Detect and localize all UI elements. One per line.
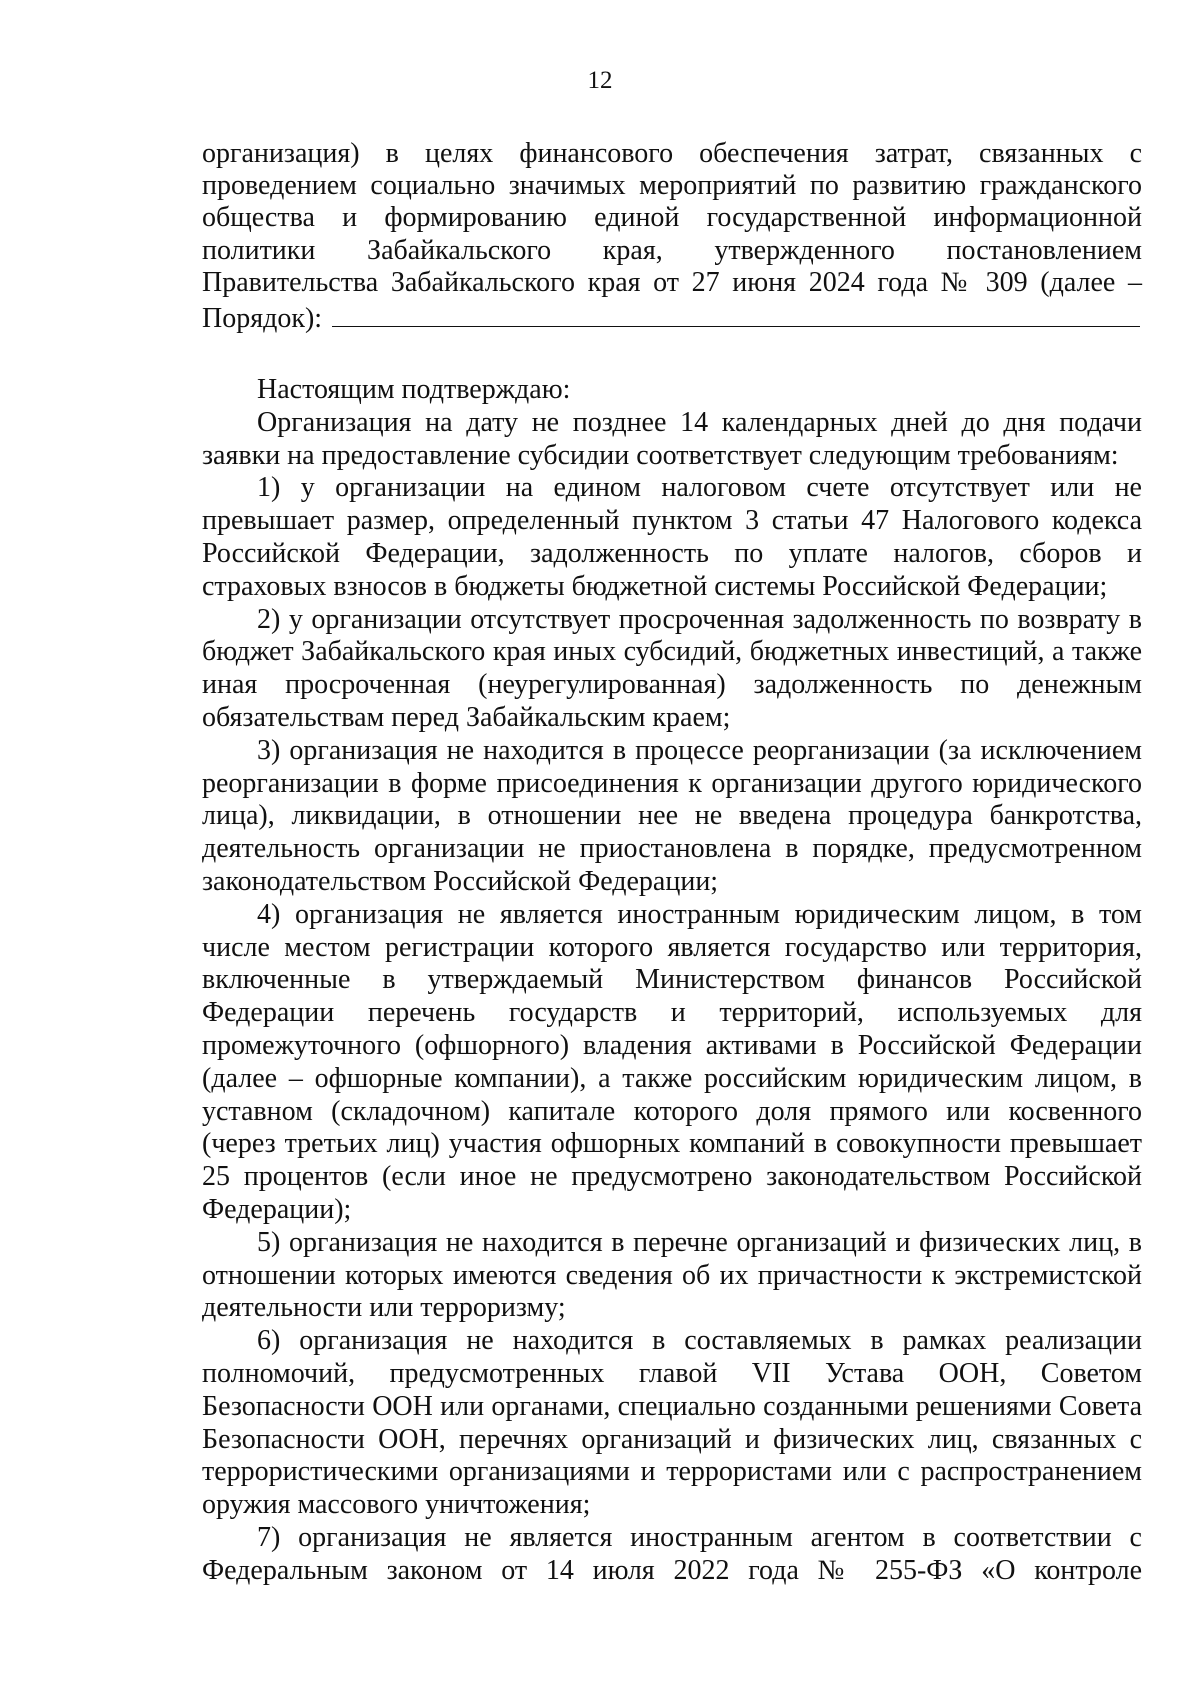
- requirement-item: 2) у организации отсутствует просроченная задолженность по возврату в бюджет Забайкальского края иных субсидий, бюджетных инвестиций, а также иная просроченная (неурегулированная) задолженность по денежным обязательствам перед Забайкальским краем;: [202, 603, 1142, 733]
- requirement-item: 7) организация не является иностранным агентом в соответствии с Федеральным законом от 14 июля 2022 года № 255-ФЗ «О контроле: [202, 1521, 1142, 1586]
- requirement-item: 1) у организации на едином налоговом счете отсутствует или не превышает размер, определенный пунктом 3 статьи 47 Налогового кодекса Российской Федерации, задолженность по уплате налогов, сборов и страховых взносов в бюджеты бюджетной системы Российской Федерации;: [202, 472, 1142, 602]
- paragraph-intro: Организация на дату не позднее 14 календарных дней до дня подачи заявки на предоставление субсидии соответствует следующим требованиям:: [202, 406, 1142, 471]
- intro-paragraph: [202, 138, 1142, 335]
- intro-text: организация) в целях финансового обеспечения затрат, связанных с проведением социально значимых мероприятий по развитию гражданского общества и формированию единой государственной информационной политики Забайкальского края, утвержденного постановлением Правительства Забайкальского края от 27 июня 2024 года № 309 (далее – Порядок):: [202, 138, 1142, 335]
- requirement-item: 4) организация не является иностранным юридическим лицом, в том числе местом регистрации которого является государство или территория, включенные в утверждаемый Министерством финансов Российской Федерации перечень государств и территорий, используемых для промежуточного (офшорного) владения активами в Российской Федерации (далее – офшорные компании), а также российским юридическим лицом, в уставном (складочном) капитале которого доля прямого или косвенного (через третьих лиц) участия офшорных компаний в совокупности превышает 25 процентов (если иное не предусмотрено законодательством Российской Федерации);: [202, 898, 1142, 1225]
- requirement-item: 6) организация не находится в составляемых в рамках реализации полномочий, предусмотренных главой VII Устава ООН, Советом Безопасности ООН или органами, специально созданными решениями Совета Безопасности ООН, перечнях организаций и физических лиц, связанных с террористическими организациями и террористами или с распространением оружия массового уничтожения;: [202, 1325, 1142, 1521]
- requirement-item: 3) организация не находится в процессе реорганизации (за исключением реорганизации в форме присоединения к организации другого юридического лица), ликвидации, в отношении нее не введена процедура банкротства, деятельность организации не приостановлена в порядке, предусмотренном законодательством Российской Федерации;: [202, 734, 1142, 897]
- requirements-section: [202, 374, 1142, 1587]
- page-number: 12: [587, 67, 613, 94]
- blank-fill-line[interactable]: [332, 299, 1140, 327]
- requirement-item: 5) организация не находится в перечне организаций и физических лиц, в отношении которых имеются сведения об их причастности к экстремистской деятельности или терроризму;: [202, 1226, 1142, 1324]
- confirm-heading: Настоящим подтверждаю:: [257, 374, 571, 405]
- intro-section: [202, 138, 1142, 335]
